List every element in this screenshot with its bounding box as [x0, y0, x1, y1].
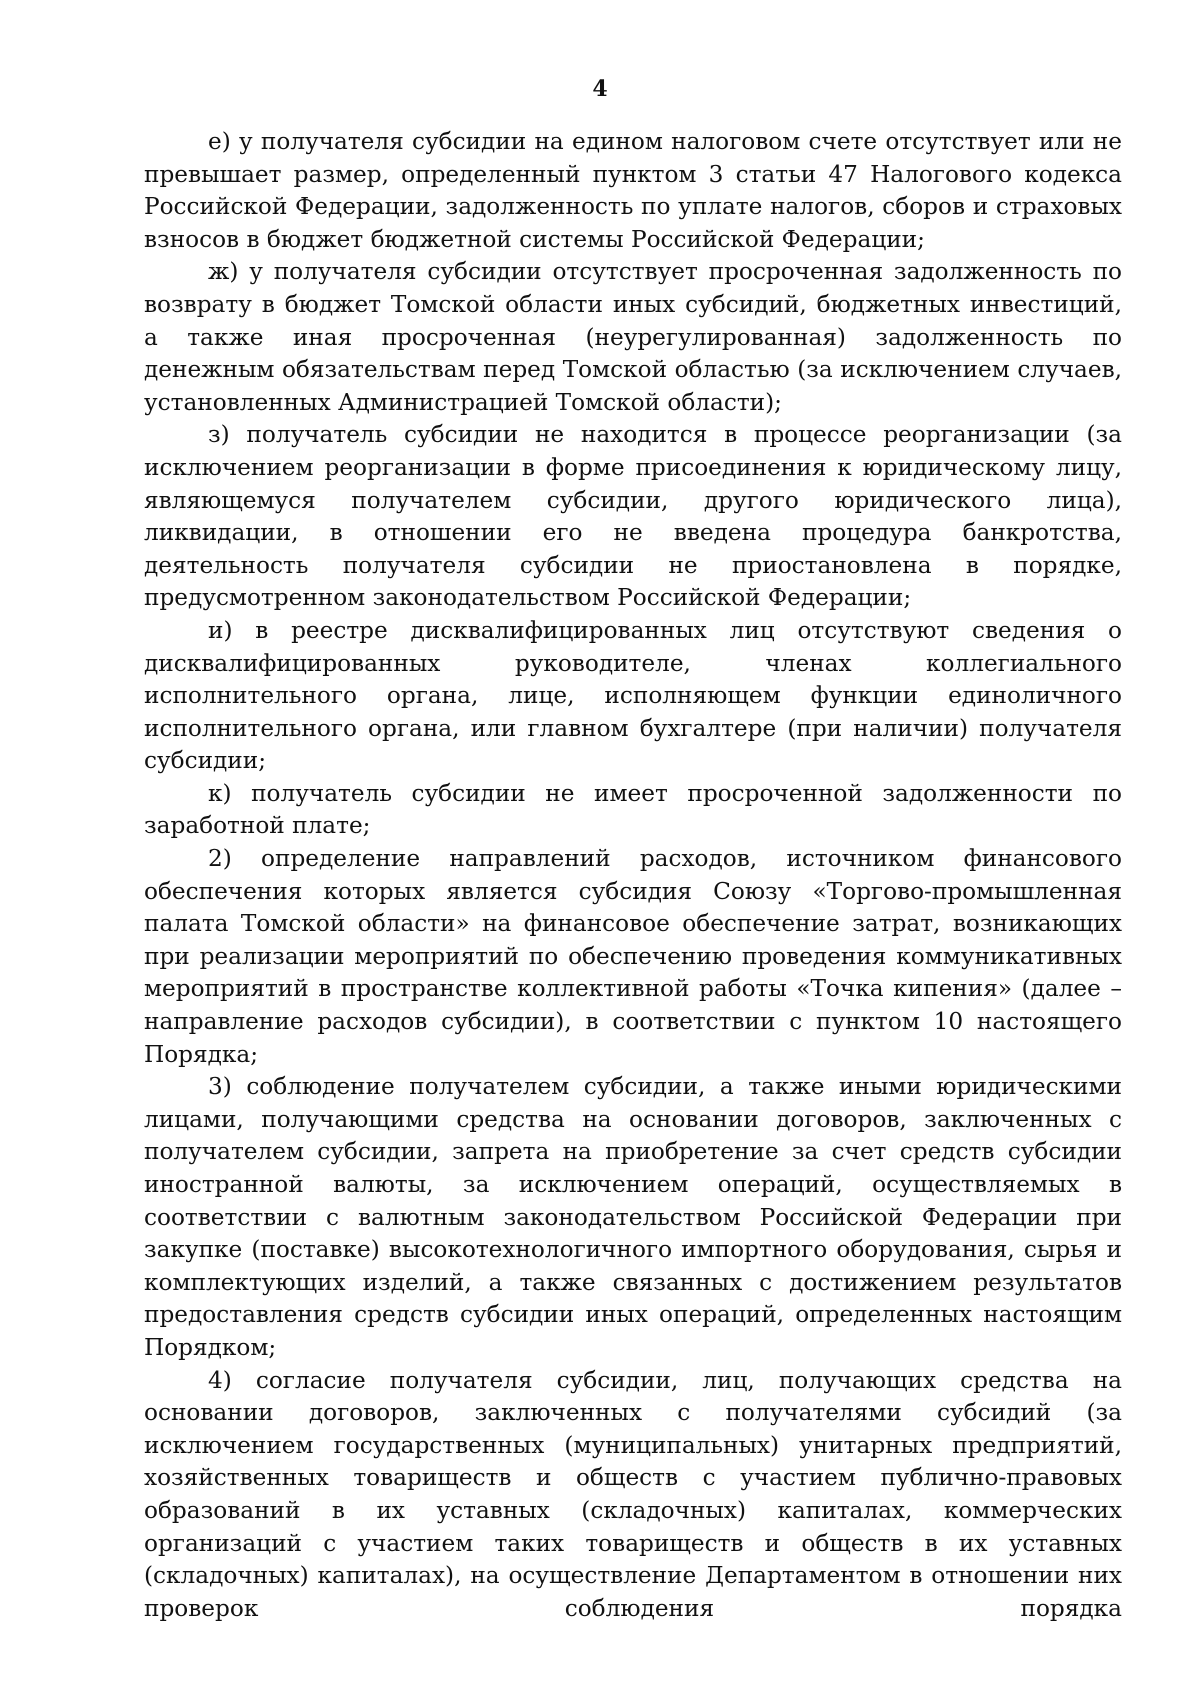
paragraph-2: 2) определение направлений расходов, источником финансового обеспечения которых является субсидия Союзу «Торгово-промышленная палата Томской области» на финансовое обеспечение затрат, возникающих при реализации мероприятий по обеспечению проведения коммуникативных мероприятий в пространстве коллективной работы «Точка кипения» (далее – направление расходов субсидии), в соответствии с пунктом 10 настоящего Порядка;: [144, 845, 1122, 1068]
paragraph-k: к) получатель субсидии не имеет просроченной задолженности по заработной плате;: [144, 779, 1122, 840]
paragraph-zh: ж) у получателя субсидии отсутствует просроченная задолженность по возврату в бюджет Томской области иных субсидий, бюджетных инвестиций, а также иная просроченная (неурегулированная) задолженность по денежным обязательствам перед Томской областью (за исключением случаев, установленных Администрацией Томской области);: [144, 258, 1122, 416]
paragraph-e: е) у получателя субсидии на едином налоговом счете отсутствует или не превышает размер, определенный пунктом 3 статьи 47 Налогового кодекса Российской Федерации, задолженность по уплате налогов, сборов и страховых взносов в бюджет бюджетной системы Российской Федерации;: [144, 128, 1122, 253]
document-body: [144, 126, 1122, 1625]
page-number: 4: [592, 76, 608, 102]
paragraph-4: 4) согласие получателя субсидии, лиц, получающих средства на основании договоров, заключенных с получателями субсидий (за исключением государственных (муниципальных) унитарных предприятий, хозяйственных товариществ и обществ с участием публично-правовых образований в их уставных (складочных) капиталах, коммерческих организаций с участием таких товариществ и обществ в их уставных (складочных) капиталах), на осуществление Департаментом в отношении них проверок соблюдения порядка: [144, 1366, 1122, 1622]
paragraph-i: и) в реестре дисквалифицированных лиц отсутствуют сведения о дисквалифицированных руководителе, членах коллегиального исполнительного органа, лице, исполняющем функции единоличного исполнительного органа, или главном бухгалтере (при наличии) получателя субсидии;: [144, 616, 1122, 775]
paragraph-3: 3) соблюдение получателем субсидии, а также иными юридическими лицами, получающими средства на основании договоров, заключенных с получателем субсидии, запрета на приобретение за счет средств субсидии иностранной валюты, за исключением операций, осуществляемых в соответствии с валютным законодательством Российской Федерации при закупке (поставке) высокотехнологичного импортного оборудования, сырья и комплектующих изделий, а также связанных с достижением результатов предоставления средств субсидии иных операций, определенных настоящим Порядком;: [144, 1073, 1122, 1361]
paragraph-z: з) получатель субсидии не находится в процессе реорганизации (за исключением реорганизации в форме присоединения к юридическому лицу, являющемуся получателем субсидии, другого юридического лица), ликвидации, в отношении его не введена процедура банкротства, деятельность получателя субсидии не приостановлена в порядке, предусмотренном законодательством Российской Федерации;: [144, 421, 1122, 612]
